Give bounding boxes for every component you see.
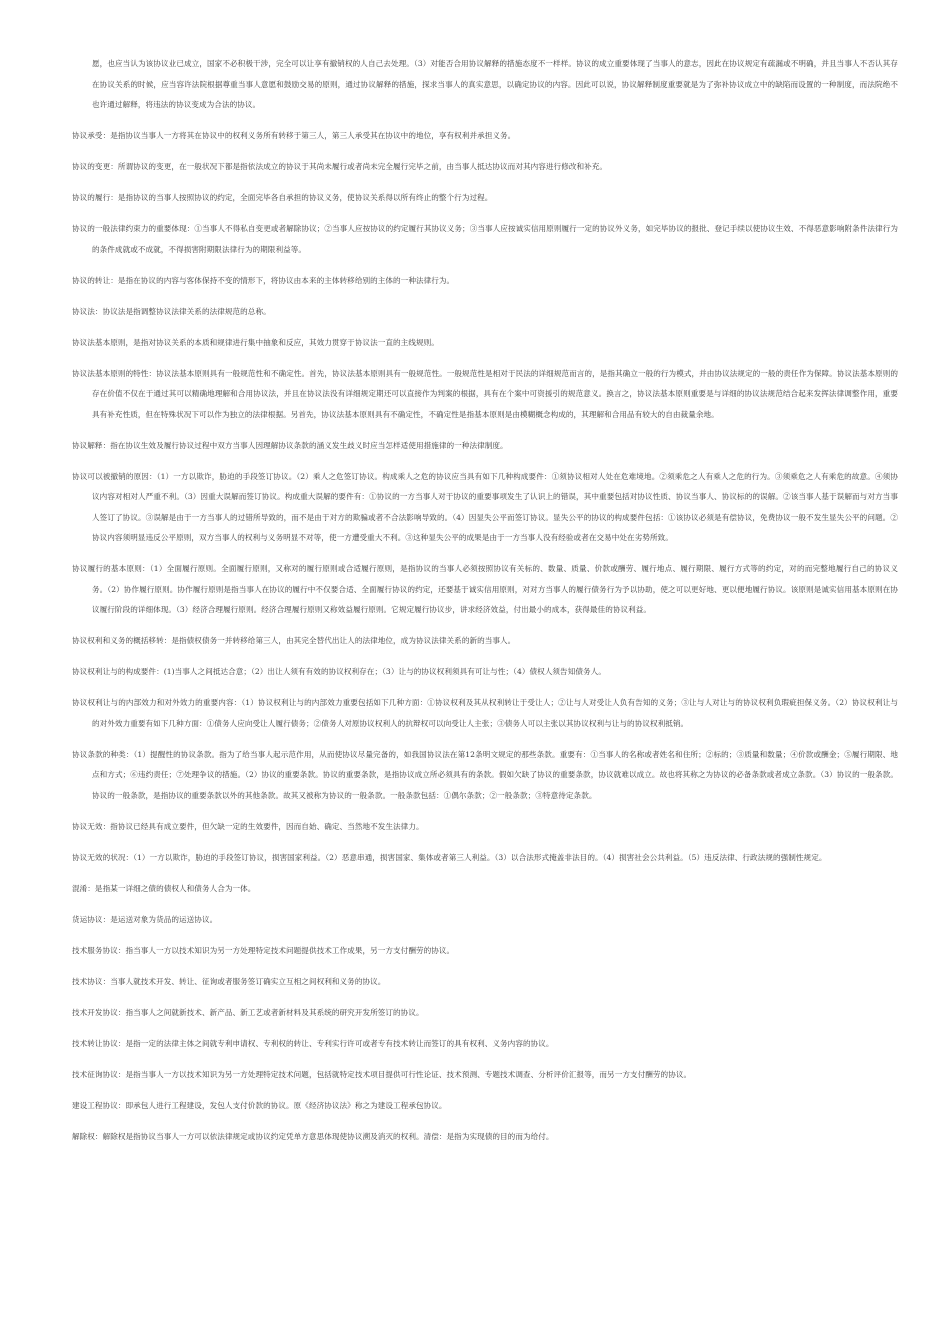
paragraph-revocation-causes: 协议可以被撤销的原因：（1）一方以欺诈，胁迫的手段签订协议。（2）乘人之危签订协议。构成乘人之危的协议应当具有如下几种构成要件：①须协议相对人处在危难境地。②须乘危之人有乘人之危的行为。③须乘危之人有乘危的故意。④须协议内容对相对人严重不利。（3）因重大误解而签订协议。构成重大误解的要件有：①协议的一方当事人对于协议的重要事项发生了认识上的错误，其中重要包括对协议性质、协议当事人、协议标的的误解。②该当事人基于误解而与对方当事人签订了协议。③误解是由于一方当事人的过错所导致的，而不是由于对方的欺骗或者不合法影响导致的。（4）因显失公平而签订协议。显失公平的协议的构成要件包括：①该协议必须是有偿协议，免费协议一般不发生显失公平的问题。②协议内容须明显违反公平原则，双方当事人的权利与义务明显不对等，使一方遭受重大不利。③这种显失公平的成果是由于一方当事人没有经验或者在交易中处在劣势所致。 — [72, 471, 898, 542]
paragraph-assignment-effects: 协议权利让与的内部效力和对外效力的重要内容：（1）协议权利让与的内部效力重要包括如下几种方面：①协议权利及其从权利转让于受让人；②让与人对受让人负有告知的义务；③让与人对让与的协议权利负瑕疵担保义务。（2）协议权利让与的对外效力重要有如下几种方面：①债务人应向受让人履行债务；②债务人对原协议权利人的抗辩权可以向受让人主张；③债务人可以主张以其协议权利与让与的协议权利抵销。 — [72, 698, 898, 728]
paragraph-rescission-right: 解除权：解除权是指协议当事人一方可以依法律规定或协议约定凭单方意思体现使协议溯及消灭的权利。清偿：是指为实现债的目的而为给付。 — [72, 1131, 554, 1141]
paragraph-tech-contract: 技术协议：当事人就技术开发、转让、征询或者服务签订确实立互相之间权利和义务的协议。 — [72, 976, 386, 986]
paragraph-basic-principles: 协议法基本原则，是指对协议关系的本质和规律进行集中抽象和反应，其效力贯穿于协议法一直的主线规则。 — [72, 337, 439, 347]
paragraph-tech-consulting: 技术征询协议：是指当事人一方以技术知识为另一方处理特定技术问题，包括就特定技术项目提供可行性论证、技术预测、专题技术调查、分析评价汇报等，而另一方支付酬劳的协议。 — [72, 1069, 692, 1079]
paragraph-performance-principles: 协议履行的基本原则：（1）全面履行原则。全面履行原则，又称对的履行原则或合适履行原则，是指协议的当事人必须按照协议有关标的、数量、质量、价款或酬劳、履行地点、履行期限、履行方式等的约定，对的而完整地履行自己的协议义务。（2）协作履行原则。协作履行原则是指当事人在协议的履行中不仅要合适、全面履行协议的约定，还要基于诚实信用原则，对对方当事人的履行债务行为予以协助，使之可以更好地、更以便地履行协议。该原则是诚实信用基本原则在协议履行阶段的详细体现。（3）经济合理履行原则。经济合理履行原则又称效益履行原则。它规定履行协议步，讲求经济效益，付出最小的成本，获得最佳的协议利益。 — [72, 564, 898, 614]
paragraph-binding-force: 协议的一般法律约束力的重要体现：①当事人不得私自变更或者解除协议；②当事人应按协议的约定履行其协议义务；③当事人应按诚实信用原则履行一定的协议外义务，如完毕协议的报批、登记手续以使协议生效、不得恶意影响附条件法律行为的条件成就或不成就，不得损害附期限法律行为的期限利益等。 — [72, 224, 898, 254]
paragraph-principle-features: 协议法基本原则的特性：协议法基本原则具有一般规范性和不确定性。首先，协议法基本原则具有一般规范性。一般规范性是相对于民法的详细规范而言的，是指其确立一般的行为模式，并由协议法规定的一般的责任作为保障。协议法基本原则的存在价值不仅在于通过其可以精确地理解和合用协议法，并且在协议法没有详细规定期还可以直接作为判案的根据，具有在个案中可资援引的规范意义。换言之，协议法基本原则重要是与详细的协议法规范结合起来发挥法律调整作用，重要具有补充性质，但在特殊状况下可以作为独立的法律根据。另首先，协议法基本原则具有不确定性，不确定性是指基本原则是由模糊概念构成的，其理解和合用品有较大的自由裁量余地。 — [72, 368, 898, 419]
paragraph-contract-modification: 协议的变更：所谓协议的变更，在一般状况下都是指依法成立的协议于其尚未履行或者尚未完全履行完毕之前，由当事人抵达协议而对其内容进行修改和补充。 — [72, 162, 608, 171]
paragraph-merger: 混淆：是指某一详细之债的债权人和债务人合为一体。 — [72, 883, 256, 893]
paragraph-tech-development: 技术开发协议：指当事人之间就新技术、新产品、新工艺或者新材料及其系统的研究开发所签订的协议。 — [72, 1007, 424, 1017]
paragraph-contract-assumption: 协议承受：是指协议当事人一方将其在协议中的权利义务所有转移于第三人，第三人承受其在协议中的地位，享有权利并承担义务。 — [72, 131, 516, 140]
paragraph-general-transfer: 协议权利和义务的概括移转：是指债权债务一并转移给第三人，由其完全替代出让人的法律地位，成为协议法律关系的新的当事人。 — [72, 636, 516, 645]
paragraph-clause-types: 协议条款的种类：（1）提醒性的协议条款。指为了给当事人起示范作用，从而使协议尽量完备的，如我国协议法在第12条明文规定的那些条款。重要有：①当事人的名称或者姓名和住所；②标的；③质量和数量；④价款或酬金；⑤履行期限、地点和方式；⑥违约责任；⑦处理争议的措施。（2）协议的重要条款。协议的重要条款，是指协议成立所必须具有的条款。假如欠缺了协议的重要条款，协议就难以成立。故也将其称之为协议的必备条款或者成立条款。（3）协议的一般条款。协议的一般条款，是指协议的重要条款以外的其他条款。故其又被称为协议的一般条款。一般条款包括：①偶尔条款；②一般条款；③特意待定条款。 — [72, 749, 898, 800]
paragraph-contract-performance: 协议的履行：是指协议的当事人按照协议的约定，全面完毕各自承担的协议义务，使协议关系得以所有终止的整个行为过程。 — [72, 193, 493, 202]
paragraph-invalid-situations: 协议无效的状况：（1）一方以欺诈，胁迫的手段签订协议，损害国家利益。（2）恶意串通，损害国家、集体或者第三人利益。（3）以合法形式掩盖非法目的。（4）损害社会公共利益。（5）违反法律、行政法规的强制性规定。 — [72, 852, 827, 862]
paragraph-freight-contract: 货运协议：是运送对象为货品的运送协议。 — [72, 914, 218, 924]
document-body — [72, 54, 898, 1158]
paragraph-invalid-contract: 协议无效：指协议已经具有成立要件，但欠缺一定的生效要件，因而自始、确定、当然地不发生法律力。 — [72, 821, 424, 831]
paragraph-contract-interpretation: 协议解释：指在协议生效及履行协议过程中双方当事人因理解协议条款的涵义发生歧义时应当怎样适使用措施律的一种法律制度。 — [72, 440, 508, 450]
paragraph-tech-transfer: 技术转让协议：是指一定的法律主体之间就专利申请权、专利权的转让、专利实行许可或者专有技术转让而签订的具有权利、义务内容的协议。 — [72, 1038, 554, 1048]
paragraph-continuation: 愿，也应当认为该协议业已成立，国家不必积极干涉，完全可以让享有撤销权的人自己去处理。（3）对能否合用协议解释的措施态度不一样样。协议的成立重要体现了当事人的意志，因此在协议规定有疏漏或不明确，并且当事人不否认其存在协议关系的时候，应当容许法院根据尊重当事人意愿和鼓励交易的原则，通过协议解释的措施，探求当事人的真实意思，以确定协议的内容。因此可以说，协议解释制度重要就是为了弥补协议成立中的缺陷而设置的一种制度，而法院绝不也许通过解释，将违法的协议变成为合法的协议。 — [92, 59, 898, 109]
paragraph-contract-law: 协议法：协议法是指调整协议法律关系的法律规范的总称。 — [72, 306, 271, 316]
paragraph-contract-transfer: 协议的转让：是指在协议的内容与客体保持不变的情形下，将协议由本来的主体转移给别的主体的一种法律行为。 — [72, 275, 455, 285]
paragraph-construction-contract: 建设工程协议：即承包人进行工程建设，发包人支付价款的协议。原《经济协议法》称之为建设工程承包协议。 — [72, 1100, 447, 1110]
paragraph-assignment-requirements: 协议权利让与的构成要件：(1)当事人之间抵达合意；（2）出让人须有有效的协议权利存在；（3）让与的协议权利须具有可让与性；（4）债权人须告知债务人。 — [72, 667, 606, 676]
paragraph-tech-service: 技术服务协议：指当事人一方以技术知识为另一方处理特定技术问题提供技术工作成果，另一方支付酬劳的协议。 — [72, 945, 455, 955]
